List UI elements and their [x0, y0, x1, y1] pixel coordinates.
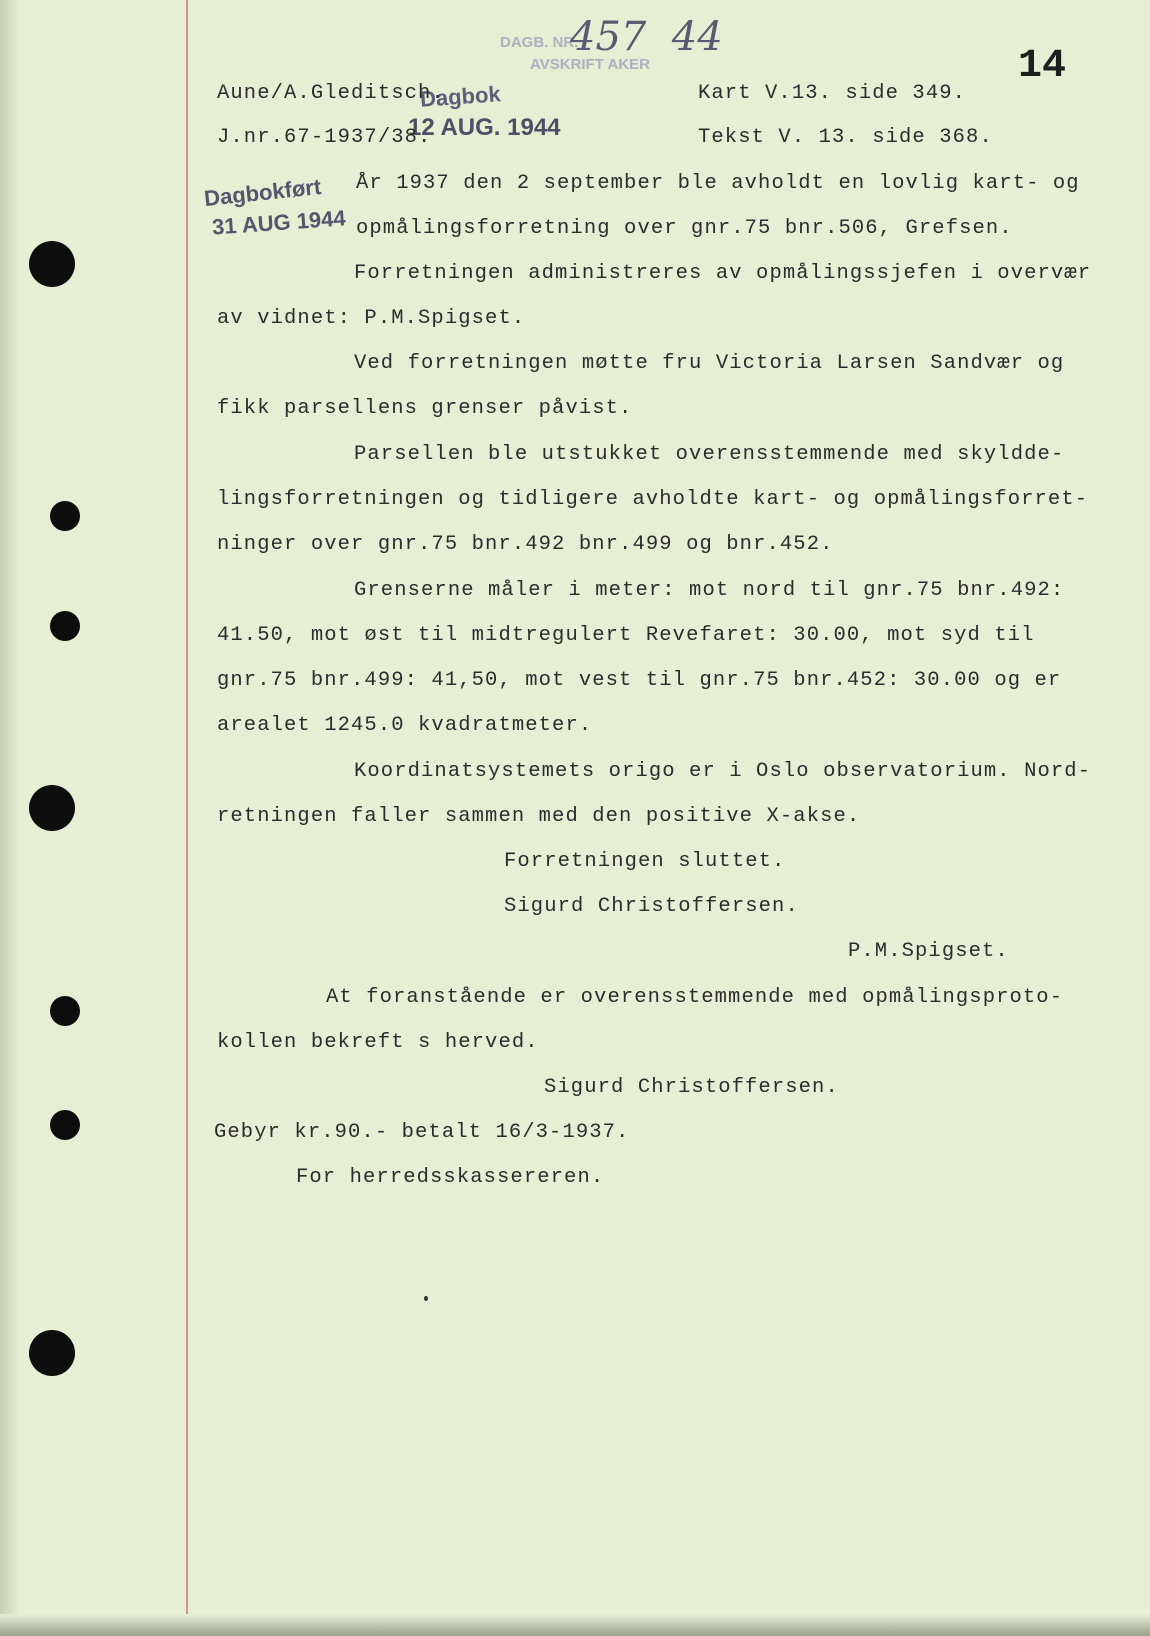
paragraph-4-line-1: Parsellen ble utstukket overensstemmende med skyldde- [354, 443, 1065, 466]
margin-line [186, 0, 188, 1636]
punch-hole [50, 996, 80, 1026]
punch-hole [50, 1110, 80, 1140]
paragraph-1-line-2: opmålingsforretning over gnr.75 bnr.506, Grefsen. [356, 217, 1013, 240]
paragraph-2-line-1: Forretningen administreres av opmålingssjefen i overvær [354, 262, 1092, 285]
paragraph-5-line-2: 41.50, mot øst til midtregulert Revefaret: 30.00, mot syd til [217, 624, 1035, 647]
signature-1: Sigurd Christoffersen. [504, 895, 799, 918]
handwritten-number: 457 44 [570, 14, 723, 60]
header-right-1: Kart V.13. side 349. [698, 82, 967, 105]
paragraph-3-line-1: Ved forretningen møtte fru Victoria Larsen Sandvær og [354, 352, 1065, 375]
paragraph-5-line-1: Grenserne måler i meter: mot nord til gnr.75 bnr.492: [354, 579, 1065, 602]
dagb-stamp: DAGB. NR. [500, 34, 579, 51]
paragraph-7-line-1: At foranstående er overensstemmende med opmålingsproto- [326, 986, 1064, 1009]
paragraph-5-line-3: gnr.75 bnr.499: 41,50, mot vest til gnr.75 bnr.452: 30.00 og er [217, 669, 1062, 692]
closing-line: Forretningen sluttet. [504, 850, 786, 873]
punch-hole [29, 785, 75, 831]
page-bottom-edge [0, 1614, 1150, 1636]
header-right-2: Tekst V. 13. side 368. [698, 126, 993, 149]
signature-2: P.M.Spigset. [848, 940, 1009, 963]
paragraph-1-line-1: År 1937 den 2 september ble avholdt en lovlig kart- og [356, 172, 1080, 195]
paragraph-5-line-4: arealet 1245.0 kvadratmeter. [217, 714, 593, 737]
fee-line: Gebyr kr.90.- betalt 16/3-1937. [214, 1121, 630, 1144]
page-number: 14 [1018, 44, 1067, 89]
paragraph-6-line-1: Koordinatsystemets origo er i Oslo observatorium. Nord- [354, 760, 1092, 783]
paragraph-2-line-2: av vidnet: P.M.Spigset. [217, 307, 526, 330]
avskrift-stamp: AVSKRIFT AKER [530, 56, 650, 73]
dagbok-stamp: Dagbok [419, 81, 502, 112]
treasurer-line: For herredsskassereren. [296, 1166, 605, 1189]
ink-dot [424, 1296, 428, 1301]
dagbokfort-date-stamp: 31 AUG 1944 [211, 205, 347, 240]
paragraph-6-line-2: retningen faller sammen med den positive X-akse. [217, 805, 861, 828]
paragraph-3-line-2: fikk parsellens grenser påvist. [217, 397, 633, 420]
punch-hole [29, 1330, 75, 1376]
punch-hole [50, 501, 80, 531]
header-left-2: J.nr.67-1937/38. [217, 126, 432, 149]
page-left-edge [0, 0, 20, 1636]
punch-hole [50, 611, 80, 641]
header-left-1: Aune/A.Gleditsch. [217, 82, 445, 105]
signature-3: Sigurd Christoffersen. [544, 1076, 839, 1099]
punch-hole [29, 241, 75, 287]
date-stamp: 12 AUG. 1944 [408, 114, 561, 141]
dagbokfort-stamp: Dagbokført [202, 173, 323, 212]
paragraph-7-line-2: kollen bekreft s herved. [217, 1031, 539, 1054]
paragraph-4-line-2: lingsforretningen og tidligere avholdte kart- og opmålingsforret- [217, 488, 1089, 511]
paragraph-4-line-3: ninger over gnr.75 bnr.492 bnr.499 og bnr.452. [217, 533, 834, 556]
